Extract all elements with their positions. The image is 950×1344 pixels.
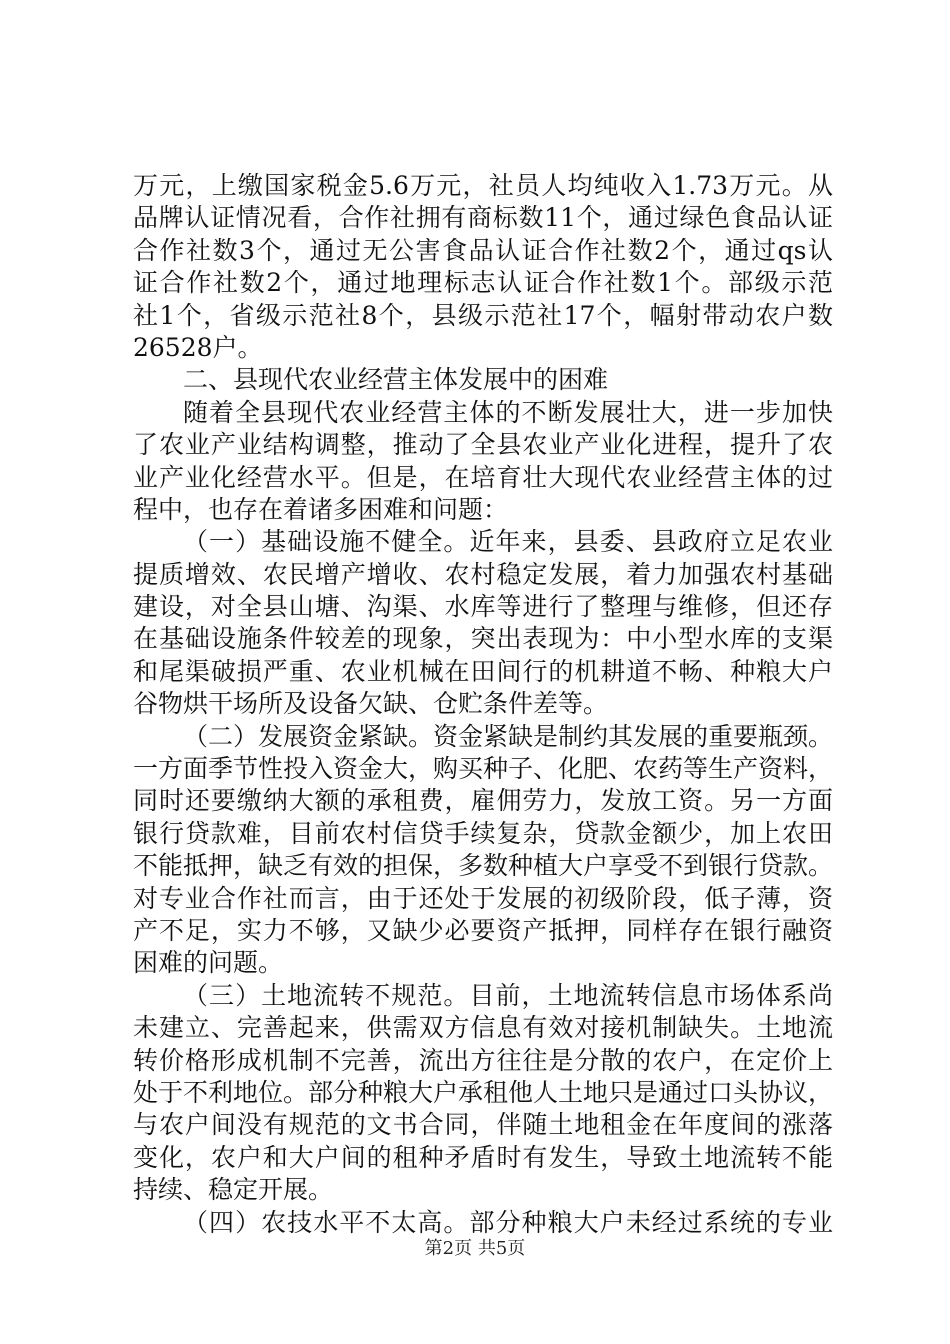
text-line: 未建立、完善起来，供需双方信息有效对接机制缺失。土地流 bbox=[133, 1013, 833, 1043]
text-line: 品牌认证情况看，合作社拥有商标数11个，通过绿色食品认证 bbox=[133, 203, 833, 233]
text-line: 持续、稳定开展。 bbox=[133, 1175, 334, 1205]
text-line: 同时还要缴纳大额的承租费，雇佣劳力，发放工资。另一方面 bbox=[133, 786, 833, 816]
text-line: （一）基础设施不健全。近年来，县委、县政府立足农业 bbox=[183, 527, 833, 557]
page-number-footer: 第2页 共5页 bbox=[424, 1238, 526, 1259]
text-line: 产不足，实力不够，又缺少必要资产抵押，同样存在银行融资 bbox=[133, 915, 833, 945]
text-line: 在基础设施条件较差的现象，突出表现为：中小型水库的支渠 bbox=[133, 624, 833, 654]
text-line: 业产业化经营水平。但是，在培育壮大现代农业经营主体的过 bbox=[133, 462, 833, 492]
text-line: 建设，对全县山塘、沟渠、水库等进行了整理与维修，但还存 bbox=[133, 592, 833, 622]
text-line: （三）土地流转不规范。目前，土地流转信息市场体系尚 bbox=[183, 980, 833, 1010]
text-line: 谷物烘干场所及设备欠缺、仓贮条件差等。 bbox=[133, 689, 609, 719]
text-line: 程中，也存在着诸多困难和问题： bbox=[133, 494, 509, 524]
text-line: 处于不利地位。部分种粮大户承租他人土地只是通过口头协议， bbox=[133, 1077, 834, 1107]
text-line: 变化，农户和大户间的租种矛盾时有发生，导致土地流转不能 bbox=[133, 1142, 833, 1172]
text-line: 二、县现代农业经营主体发展中的困难 bbox=[183, 365, 609, 395]
text-line: 随着全县现代农业经营主体的不断发展壮大，进一步加快 bbox=[183, 397, 833, 427]
text-line: 万元，上缴国家税金5.6万元，社员人均纯收入1.73万元。从 bbox=[133, 171, 833, 200]
text-line: 一方面季节性投入资金大，购买种子、化肥、农药等生产资料， bbox=[133, 754, 834, 784]
text-line: （四）农技水平不太高。部分种粮大户未经过系统的专业 bbox=[183, 1207, 833, 1237]
text-line: 对专业合作社而言，由于还处于发展的初级阶段，低子薄，资 bbox=[133, 883, 833, 913]
text-line: 合作社数3个，通过无公害食品认证合作社数2个，通过qs认 bbox=[133, 235, 833, 265]
document-body bbox=[133, 170, 833, 1239]
text-line: 困难的问题。 bbox=[133, 948, 284, 978]
text-line: 社1个，省级示范社8个，县级示范社17个，幅射带动农户数 bbox=[133, 300, 833, 330]
text-line: 和尾渠破损严重、农业机械在田间行的机耕道不畅、种粮大户 bbox=[133, 656, 833, 686]
text-line: 不能抵押，缺乏有效的担保，多数种植大户享受不到银行贷款。 bbox=[133, 851, 834, 881]
text-line: 提质增效、农民增产增收、农村稳定发展，着力加强农村基础 bbox=[133, 559, 833, 589]
text-line: 证合作社数2个，通过地理标志认证合作社数1个。部级示范 bbox=[133, 268, 833, 298]
text-line: 银行贷款难，目前农村信贷手续复杂，贷款金额少，加上农田 bbox=[133, 818, 833, 848]
text-line: （二）发展资金紧缺。资金紧缺是制约其发展的重要瓶颈。 bbox=[183, 721, 834, 751]
text-line: 26528户。 bbox=[133, 332, 263, 362]
text-line: 与农户间没有规范的文书合同，伴随土地租金在年度间的涨落 bbox=[133, 1110, 833, 1140]
text-line: 了农业产业结构调整，推动了全县农业产业化进程，提升了农 bbox=[133, 430, 833, 460]
text-line: 转价格形成机制不完善，流出方往往是分散的农户，在定价上 bbox=[133, 1045, 833, 1075]
